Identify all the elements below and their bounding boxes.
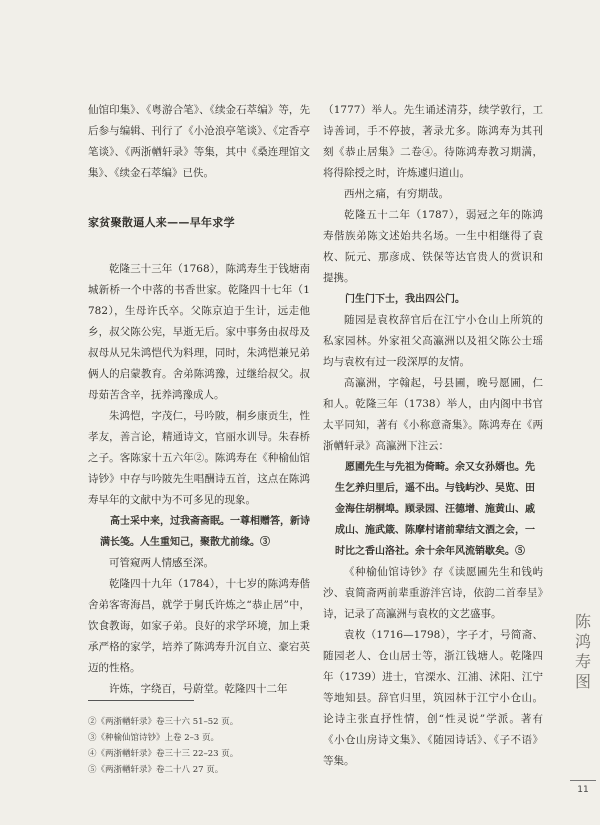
right-column [323,100,543,772]
footnote: ③《种榆仙馆诗钞》上卷 2–3 页。 [88,733,219,743]
paragraph: 可管窥两人情感至深。 [109,557,214,569]
footnote: ④《两浙輶轩录》卷三十三 22–23 页。 [88,749,239,759]
poem-quote: 门生门下士，我出四公门。 [345,294,465,305]
paragraph: 西州之痛，有穷期哉。 [344,188,449,200]
paragraph: 袁枚（1716—1798），字子才，号简斋、随园老人、仓山居士等，浙江钱塘人。乾隆四年（1739）进士，官溧水、江浦、沭阳、江宁等地知县。辞官归里，筑园林于江宁小仓山。论诗主张直抒性情，创“性灵说”学派。著有《小仓山房诗文集》、《随园诗话》、《子不语》等集。 [323,629,543,767]
page-number-rule [570,780,596,781]
paragraph: 许炼，字绕百，号蔚堂。乾隆四十二年 [109,683,288,695]
paragraph: （1777）举人。先生诵述清芬，续学敦行，工诗善词，手不停披，著录尤多。陈鸿寿为其刊刻《恭止居集》二卷④。待陈鸿寿教习期满，将得除授之时，许炼遽归道山。 [323,104,543,179]
paragraph: 乾隆四十九年（1784），十七岁的陈鸿寿偕舍弟客寄海昌，就学于舅氏许炼之“恭止居”中，饮食教诲，如家子弟。良好的求学环境，加上秉承严格的家学，培养了陈鸿寿升沉自立、豪宕英迈的性格。 [88,578,310,674]
page-number: 11 [577,785,589,795]
section-title: 家贫聚散逼人来——早年求学 [88,216,235,229]
poem-quote: 愿圃先生与先祖为倚畸。余又女孙婿也。先生乞养归里后，遥不出。与钱屿沙、吴览、田金海住胡桐埠。顾录园、汪德增、施黄山、戚成山、施武箴、陈摩村诸前辈结文酒之会，一时比之香山洛社。余十余年风流销歇矣。⑤ [335,462,535,557]
footnote-divider [88,700,194,701]
paragraph: 乾隆三十三年（1768），陈鸿寿生于钱塘南城新桥一个中落的书香世家。乾隆四十七年（1782），生母许氏卒。父陈京迫于生计，远走他乡，叔父陈公宪，早逝无后。家中事务由叔母及叔母从兄朱鸿恺代为料理，同时，朱鸿恺兼兄弟俩人的启蒙教育。舍弟陈鸿豫，过继给叔父。叔母茹苦含辛，抚养鸿豫成人。 [88,263,310,401]
paragraph: 朱鸿恺，字茂仁，号吟陂，桐乡康贡生，性孝友，善言论，精通诗文，官丽水训导。朱春桥之子。客陈家十五六年②。陈鸿寿在《种榆仙馆诗钞》中存与吟陂先生唱酬诗五首，这点在陈鸿寿早年的文献中为不可多见的现象。 [88,410,310,506]
footnotes [88,714,328,778]
paragraph: 《种榆仙馆诗钞》存《读愿圃先生和钱屿沙、袁简斋两前辈重游泮宫诗，依韵二首奉呈》诗，记录了高瀛洲与袁枚的文艺盛事。 [323,566,543,620]
paragraph: 随园是袁枚辞官后在江宁小仓山上所筑的私家园林。外家祖父高瀛洲以及祖父陈公士瑶均与袁枚有过一段深厚的友情。 [323,314,543,368]
footnote: ⑤《两浙輶轩录》卷二十八 27 页。 [88,765,224,775]
footnote: ②《两浙輶轩录》卷三十六 51–52 页。 [88,717,239,727]
running-title: 陈鸿寿图 [574,612,591,691]
paragraph: 乾隆五十二年（1787），弱冠之年的陈鸿寿偕族弟陈文述始共名场。一生中相继得了袁枚、阮元、那彦成、铁保等达官贵人的赏识和提携。 [323,209,543,284]
left-column [88,100,310,700]
paragraph: 高瀛洲，字翰起，号县圃，晚号愿圃，仁和人。乾隆三年（1738）举人，由内阁中书官太平同知，著有《小称意斋集》。陈鸿寿在《两浙輶轩录》高瀛洲下注云： [323,377,543,452]
poem-quote: 高士采中来，过我斋斋眠。一尊相赠答，新诗满长笺。人生重知己，聚散尤前缘。③ [100,516,310,548]
paragraph: 仙馆印集》、《粤游合笔》、《续金石萃编》等，先后参与编辑、刊行了《小沧浪亭笔谈》、《定香亭笔谈》、《两浙輶轩录》等集，其中《桑连理馆文集》、《续金石萃编》已佚。 [88,104,310,179]
